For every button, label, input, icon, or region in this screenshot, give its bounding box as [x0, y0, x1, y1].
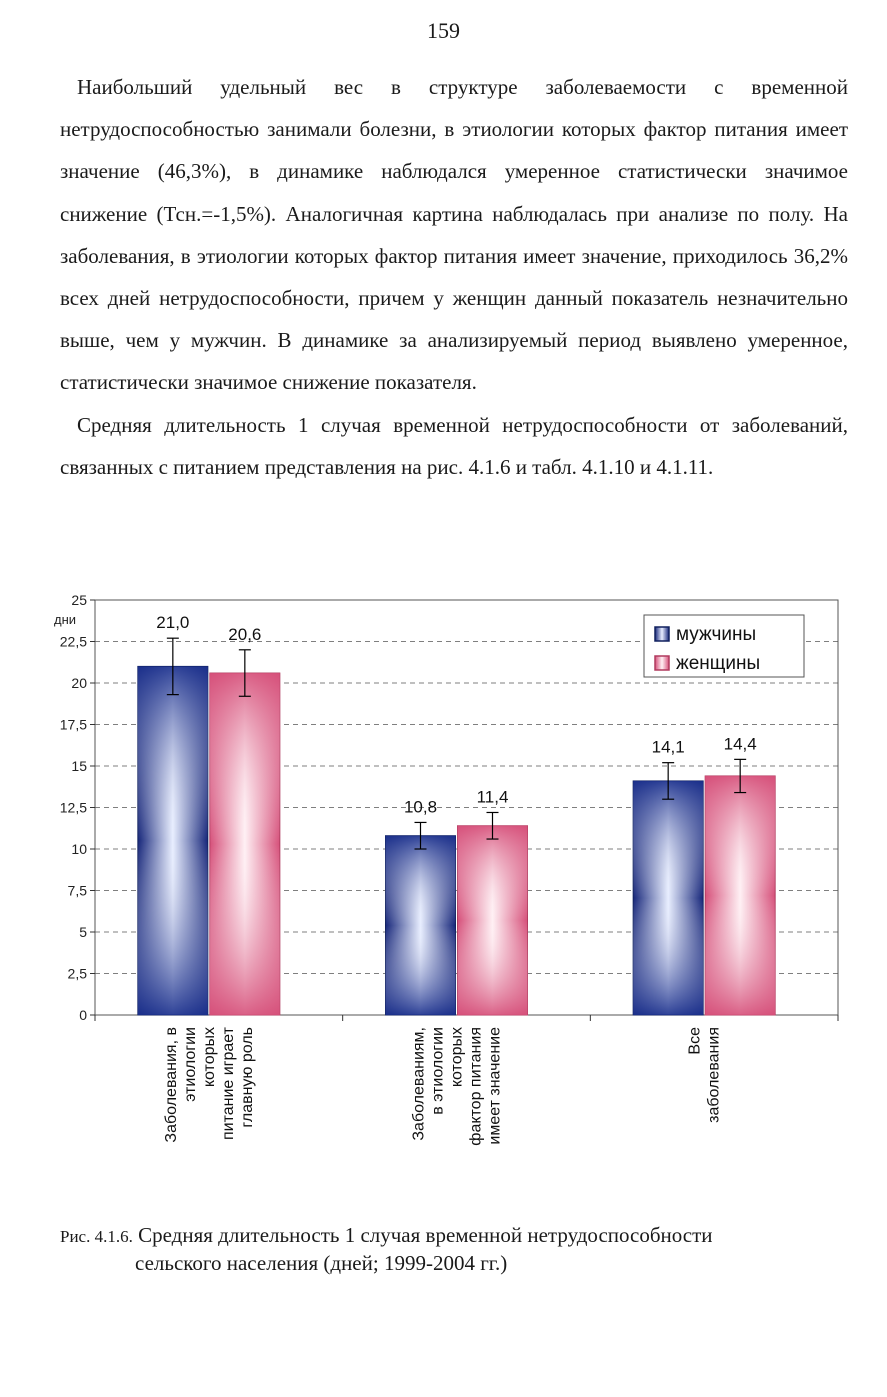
y-tick-label: 12,5: [59, 799, 87, 816]
caption-line-1: Средняя длительность 1 случая временной нетрудоспособности: [138, 1223, 713, 1247]
y-tick-label: 15: [71, 758, 87, 774]
y-tick-label: 17,5: [59, 716, 87, 733]
bar-shade: [633, 781, 703, 1015]
y-tick-label: 10: [71, 841, 87, 857]
y-tick-label: 25: [71, 592, 87, 608]
x-category-label: Заболеваниям,: [410, 1027, 428, 1141]
x-category-label: имеет значение: [486, 1027, 504, 1145]
caption-label: Рис. 4.1.6.: [60, 1227, 133, 1246]
x-category-label: заболевания: [705, 1027, 723, 1123]
y-tick-label: 20: [71, 675, 87, 691]
bar-shade: [705, 776, 775, 1015]
caption-line-2: сельского населения (дней; 1999-2004 гг.): [135, 1251, 508, 1275]
x-category-label: питание играет: [219, 1027, 237, 1141]
body-text: [60, 66, 848, 488]
x-category-label: которых: [200, 1027, 218, 1088]
x-category-label: Все: [686, 1027, 704, 1055]
legend-swatch: [655, 656, 669, 670]
data-label: 20,6: [228, 624, 262, 644]
bar-shade: [386, 836, 456, 1015]
y-tick-label: 2,5: [67, 965, 87, 982]
bar-shade: [138, 666, 208, 1015]
bar-shade: [458, 826, 528, 1015]
x-category-label: Заболевания, в: [162, 1027, 180, 1143]
bar-shade: [210, 673, 280, 1015]
data-label: 21,0: [156, 613, 190, 633]
legend-label: мужчины: [676, 624, 757, 645]
x-category-label: этиологии: [181, 1027, 199, 1102]
x-category-label: в этиологии: [429, 1027, 447, 1115]
figure-caption: [60, 1222, 850, 1277]
y-tick-label: 5: [79, 924, 87, 940]
y-tick-label: 22,5: [59, 633, 87, 650]
chart-svg: [40, 585, 860, 1205]
data-label: 14,4: [723, 734, 757, 754]
bar-chart: [40, 585, 860, 1205]
paragraph: Средняя длительность 1 случая временной нетрудоспособности от заболеваний, связанных с питанием представления на рис. 4.1.6 и табл. 4.1.10 и 4.1.11.: [60, 412, 848, 479]
y-tick-label: 0: [79, 1007, 87, 1023]
x-category-label: главную роль: [238, 1027, 256, 1128]
legend-label: женщины: [676, 653, 761, 674]
x-category-label: фактор питания: [467, 1027, 485, 1146]
x-category-label: которых: [448, 1027, 466, 1088]
paragraph: Наибольший удельный вес в структуре заболеваемости с временной нетрудоспособностью занимали болезни, в этиологии которых фактор питания имеет значение (46,3%), в динамике наблюдался умеренное статистически значимое снижение (Тсн.=-1,5%). Аналогичная картина наблюдалась при анализе по полу. На заболевания, в этиологии которых фактор питания имеет значение, приходилось 36,2% всех дней нетрудоспособности, причем у женщин данный показатель незначительно выше, чем у мужчин. В динамике за анализируемый период выявлено умеренное, статистически значимое снижение показателя.: [60, 75, 848, 395]
data-label: 10,8: [403, 797, 438, 817]
data-label: 14,1: [651, 737, 685, 757]
legend-swatch: [655, 627, 669, 641]
y-axis-label: дни: [53, 612, 77, 627]
data-label: 11,4: [476, 787, 509, 807]
page-number: 159: [427, 18, 460, 43]
y-tick-label: 7,5: [67, 882, 87, 899]
